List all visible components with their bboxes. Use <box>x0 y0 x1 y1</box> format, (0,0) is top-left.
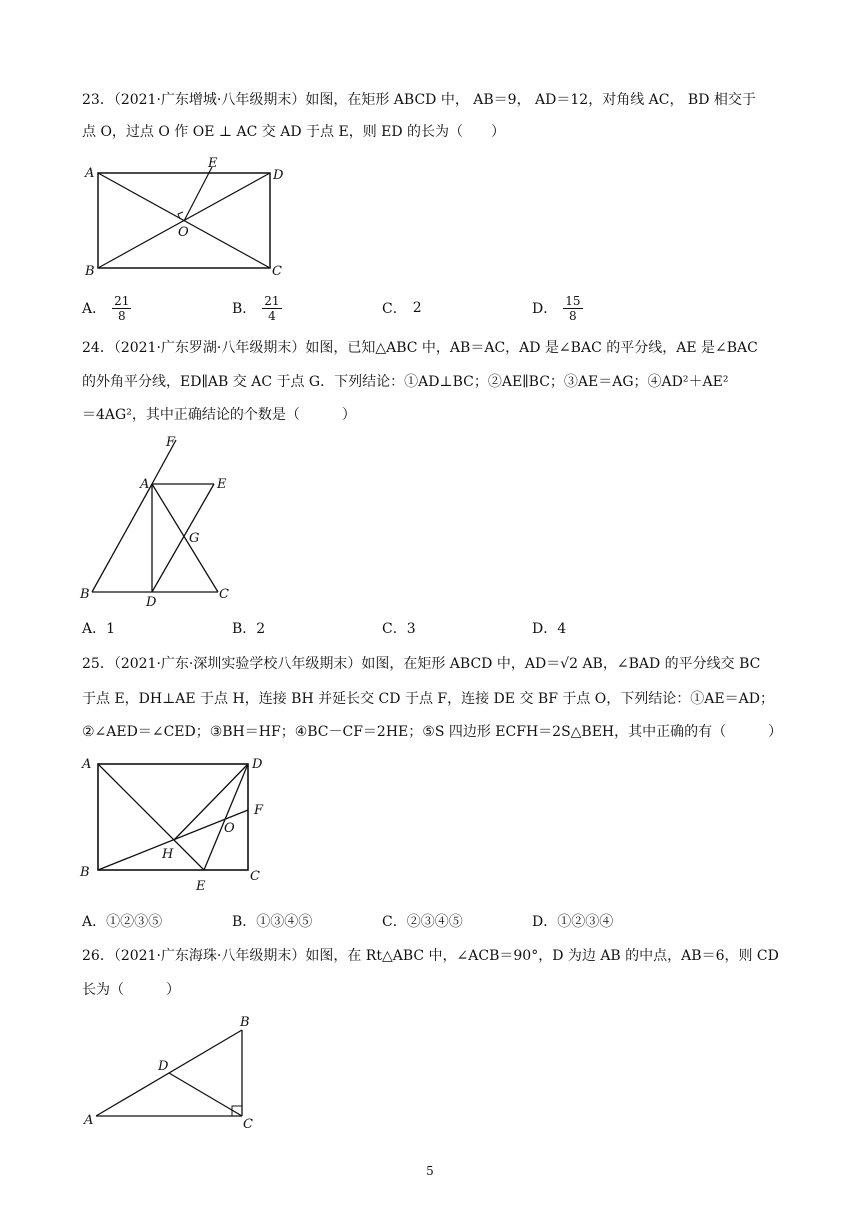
q26-segment-cd <box>169 1073 242 1116</box>
q23-options <box>82 292 782 324</box>
q25-label-h: H <box>162 847 174 862</box>
q23-label-c: C <box>272 264 282 279</box>
q23-option-a-numerator: 21 <box>114 293 130 308</box>
q23-option-c-letter: C． <box>382 301 407 317</box>
q25-segment-de <box>204 764 248 870</box>
q25-segment-dh <box>174 764 248 840</box>
q25-label-b: B <box>80 865 90 880</box>
q23-option-a-denominator: 8 <box>117 308 126 323</box>
q24-option-b[interactable]: B．2 <box>232 621 266 637</box>
q26-label-a: A <box>84 1113 94 1128</box>
q24-label-d: D <box>146 595 157 610</box>
q24-option-c[interactable]: C．3 <box>382 621 416 637</box>
q25-figure <box>78 752 278 897</box>
q23-option-d-letter: D． <box>532 301 558 317</box>
q25-option-d[interactable]: D．①②③④ <box>532 914 614 930</box>
q24-label-g: G <box>189 531 200 546</box>
q23-option-d[interactable] <box>532 292 583 324</box>
q25-label-f: F <box>254 803 264 818</box>
q23-option-b-denominator: 4 <box>268 308 276 323</box>
q25-options <box>82 905 782 937</box>
q23-option-a[interactable] <box>82 292 131 324</box>
q26-label-b: B <box>240 1015 250 1030</box>
q24-text-line1: 24．（2021·广东罗湖·八年级期末）如图，已知△ABC 中，AB＝AC，AD 是∠BAC 的平分线，AE 是∠BAC <box>82 340 758 356</box>
q24-label-e: E <box>217 477 227 492</box>
q24-figure <box>78 430 248 610</box>
q23-option-c[interactable] <box>382 292 422 324</box>
q25-text-line2: 于点 E，DH⊥AE 于点 H，连接 BH 并延长交 CD 于点 F，连接 DE 交 BF 于点 O，下列结论：①AE＝AD； <box>82 691 774 707</box>
q23-text-line2: 点 O，过点 O 作 OE ⊥ AC 交 AD 于点 E，则 ED 的长为（ ） <box>82 124 506 140</box>
q23-option-a-fraction <box>112 294 131 323</box>
q24-text-line2: 的外角平分线，ED∥AB 交 AC 于点 G．下列结论：①AD⊥BC；②AE∥BC；③AE＝AG；④AD²＋AE² <box>82 374 729 390</box>
q25-segment-ae <box>98 764 204 870</box>
q25-option-c[interactable]: C．②③④⑤ <box>382 914 463 930</box>
q25-label-o: O <box>224 821 235 836</box>
q25-label-c: C <box>250 869 260 884</box>
q23-figure <box>80 155 295 280</box>
q23-label-a: A <box>85 166 95 181</box>
q25-label-e: E <box>196 879 206 894</box>
q25-text-line3: ②∠AED＝∠CED；③BH＝HF；④BC－CF＝2HE；⑤S 四边形 ECFH＝2S△BEH，其中正确的有（ ） <box>82 724 783 740</box>
q24-label-b: B <box>80 587 90 602</box>
q24-text-line3: ＝4AG²，其中正确结论的个数是（ ） <box>82 407 356 423</box>
q25-label-d: D <box>252 757 263 772</box>
q26-label-d: D <box>158 1059 169 1074</box>
q23-option-b[interactable] <box>232 292 282 324</box>
q26-label-c: C <box>243 1117 253 1132</box>
q25-label-a: A <box>82 757 92 772</box>
q24-label-c: C <box>219 587 229 602</box>
q23-option-a-letter: A． <box>82 301 107 317</box>
q23-label-o: O <box>178 225 189 240</box>
q23-option-b-fraction <box>262 294 281 323</box>
q26-text-line2: 长为（ ） <box>82 982 180 998</box>
q25-text-line1: 25．（2021·广东·深圳实验学校八年级期末）如图，在矩形 ABCD 中，AD＝√2 AB，∠BAD 的平分线交 BC <box>82 656 761 672</box>
q25-option-a[interactable]: A．①②③⑤ <box>82 914 163 930</box>
q24-options <box>82 612 782 644</box>
q23-option-b-letter: B． <box>232 301 257 317</box>
q23-label-e: E <box>208 156 218 171</box>
q23-text-line1: 23．（2021·广东增城·八年级期末）如图，在矩形 ABCD 中， AB＝9， AD＝12，对角线 AC， BD 相交于 <box>82 92 756 108</box>
q24-label-f: F <box>166 435 176 450</box>
q24-segment-ab <box>92 484 152 592</box>
q23-option-c-value: 2 <box>412 300 422 316</box>
q23-option-d-fraction <box>563 294 582 323</box>
q23-label-b: B <box>85 264 95 279</box>
q23-label-d: D <box>273 168 284 183</box>
q26-figure <box>80 1012 280 1137</box>
q26-text-line1: 26．（2021·广东海珠·八年级期末）如图，在 Rt△ABC 中，∠ACB＝90°，D 为边 AB 的中点，AB＝6，则 CD <box>82 948 779 964</box>
q24-label-a: A <box>140 477 150 492</box>
q23-option-d-numerator: 15 <box>565 293 581 308</box>
q24-option-d[interactable]: D．4 <box>532 621 567 637</box>
page-number: 5 <box>426 1164 434 1178</box>
q23-option-b-numerator: 21 <box>264 293 280 308</box>
q23-option-d-denominator: 8 <box>569 308 577 323</box>
q25-option-b[interactable]: B．①③④⑤ <box>232 914 313 930</box>
q24-option-a[interactable]: A．1 <box>82 621 116 637</box>
